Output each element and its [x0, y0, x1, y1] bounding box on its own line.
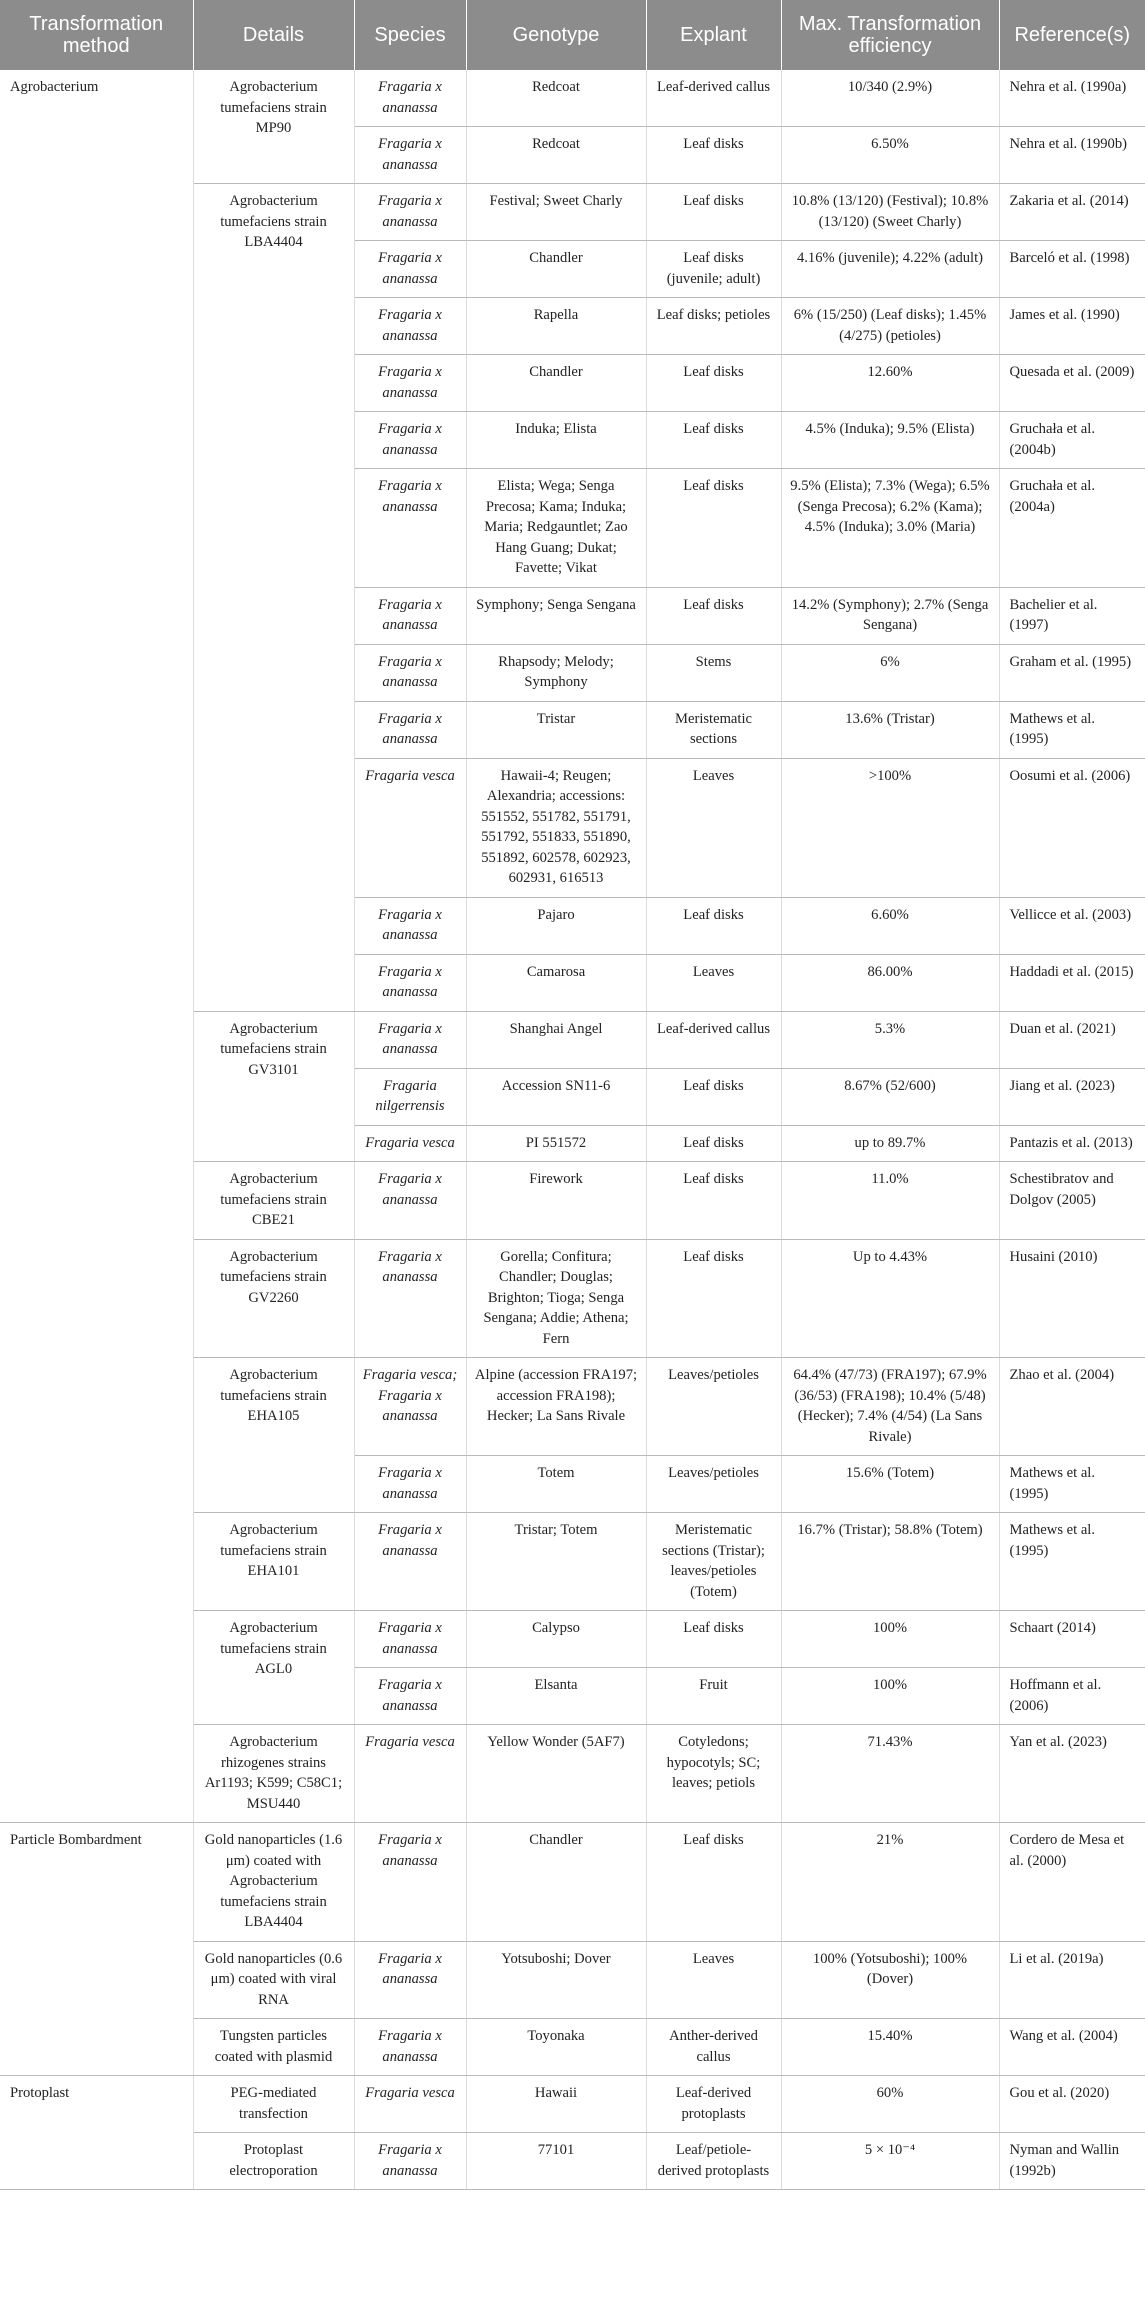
genotype-cell: Shanghai Angel: [466, 1011, 646, 1068]
species-cell: Fragaria x ananassa: [354, 469, 466, 588]
efficiency-cell: >100%: [781, 758, 999, 897]
explant-cell: Leaf disks: [646, 587, 781, 644]
efficiency-cell: 6.60%: [781, 897, 999, 954]
reference-cell: Schaart (2014): [999, 1611, 1145, 1668]
species-cell: Fragaria x ananassa: [354, 897, 466, 954]
reference-cell: Mathews et al. (1995): [999, 1513, 1145, 1611]
method-cell: Protoplast: [0, 2076, 193, 2190]
header-max-efficiency: Max. Transformation efficiency: [781, 0, 999, 70]
explant-cell: Fruit: [646, 1668, 781, 1725]
reference-cell: Graham et al. (1995): [999, 644, 1145, 701]
reference-cell: Zhao et al. (2004): [999, 1358, 1145, 1456]
species-cell: Fragaria x ananassa: [354, 184, 466, 241]
header-transformation-method: Transformation method: [0, 0, 193, 70]
genotype-cell: Camarosa: [466, 954, 646, 1011]
reference-cell: Wang et al. (2004): [999, 2019, 1145, 2076]
genotype-cell: Chandler: [466, 355, 646, 412]
species-cell: Fragaria x ananassa: [354, 70, 466, 127]
efficiency-cell: 15.40%: [781, 2019, 999, 2076]
details-cell: Tungsten particles coated with plasmid: [193, 2019, 354, 2076]
species-cell: Fragaria x ananassa: [354, 1239, 466, 1358]
species-cell: Fragaria x ananassa: [354, 701, 466, 758]
genotype-cell: Gorella; Confitura; Chandler; Douglas; Brighton; Tioga; Senga Sengana; Addie; Athena; Fern: [466, 1239, 646, 1358]
explant-cell: Leaf disks (juvenile; adult): [646, 241, 781, 298]
species-cell: Fragaria x ananassa: [354, 241, 466, 298]
explant-cell: Leaf disks: [646, 1611, 781, 1668]
reference-cell: Li et al. (2019a): [999, 1941, 1145, 2019]
reference-cell: Barceló et al. (1998): [999, 241, 1145, 298]
genotype-cell: Redcoat: [466, 70, 646, 127]
species-cell: Fragaria x ananassa: [354, 1941, 466, 2019]
efficiency-cell: 21%: [781, 1823, 999, 1942]
explant-cell: Leaf disks: [646, 1823, 781, 1942]
details-cell: PEG-mediated transfection: [193, 2076, 354, 2133]
efficiency-cell: 100% (Yotsuboshi); 100% (Dover): [781, 1941, 999, 2019]
explant-cell: Leaf disks: [646, 1125, 781, 1162]
explant-cell: Cotyledons; hypocotyls; SC; leaves; petiols: [646, 1725, 781, 1823]
efficiency-cell: 6.50%: [781, 127, 999, 184]
reference-cell: Zakaria et al. (2014): [999, 184, 1145, 241]
genotype-cell: PI 551572: [466, 1125, 646, 1162]
species-cell: Fragaria vesca: [354, 2076, 466, 2133]
details-cell: Agrobacterium rhizogenes strains Ar1193; K599; C58C1; MSU440: [193, 1725, 354, 1823]
efficiency-cell: 5 × 10⁻⁴: [781, 2133, 999, 2190]
explant-cell: Leaf disks: [646, 1068, 781, 1125]
table-row: [0, 2076, 1145, 2133]
explant-cell: Leaf-derived protoplasts: [646, 2076, 781, 2133]
header-references: Reference(s): [999, 0, 1145, 70]
genotype-cell: Symphony; Senga Sengana: [466, 587, 646, 644]
efficiency-cell: 4.5% (Induka); 9.5% (Elista): [781, 412, 999, 469]
efficiency-cell: 9.5% (Elista); 7.3% (Wega); 6.5% (Senga Precosa); 6.2% (Kama); 4.5% (Induka); 3.0% (Maria): [781, 469, 999, 588]
header-explant: Explant: [646, 0, 781, 70]
details-cell: Agrobacterium tumefaciens strain GV3101: [193, 1011, 354, 1162]
header-row: [0, 0, 1145, 70]
efficiency-cell: 10/340 (2.9%): [781, 70, 999, 127]
genotype-cell: Pajaro: [466, 897, 646, 954]
details-cell: Protoplast electroporation: [193, 2133, 354, 2190]
efficiency-cell: 64.4% (47/73) (FRA197); 67.9% (36/53) (FRA198); 10.4% (5/48) (Hecker); 7.4% (4/54) (La Sans Rivale): [781, 1358, 999, 1456]
efficiency-cell: 4.16% (juvenile); 4.22% (adult): [781, 241, 999, 298]
species-cell: Fragaria x ananassa: [354, 1162, 466, 1240]
efficiency-cell: 11.0%: [781, 1162, 999, 1240]
details-cell: Agrobacterium tumefaciens strain MP90: [193, 70, 354, 184]
reference-cell: Gruchała et al. (2004b): [999, 412, 1145, 469]
efficiency-cell: 6% (15/250) (Leaf disks); 1.45% (4/275) (petioles): [781, 298, 999, 355]
reference-cell: Haddadi et al. (2015): [999, 954, 1145, 1011]
efficiency-cell: 5.3%: [781, 1011, 999, 1068]
genotype-cell: 77101: [466, 2133, 646, 2190]
species-cell: Fragaria vesca: [354, 1125, 466, 1162]
reference-cell: James et al. (1990): [999, 298, 1145, 355]
efficiency-cell: 60%: [781, 2076, 999, 2133]
genotype-cell: Yellow Wonder (5AF7): [466, 1725, 646, 1823]
genotype-cell: Calypso: [466, 1611, 646, 1668]
genotype-cell: Alpine (accession FRA197; accession FRA198); Hecker; La Sans Rivale: [466, 1358, 646, 1456]
explant-cell: Stems: [646, 644, 781, 701]
species-cell: Fragaria x ananassa: [354, 355, 466, 412]
genotype-cell: Hawaii: [466, 2076, 646, 2133]
details-cell: Gold nanoparticles (0.6 μm) coated with viral RNA: [193, 1941, 354, 2019]
header-genotype: Genotype: [466, 0, 646, 70]
genotype-cell: Elista; Wega; Senga Precosa; Kama; Induka; Maria; Redgauntlet; Zao Hang Guang; Dukat; Favette; Vikat: [466, 469, 646, 588]
explant-cell: Leaf disks; petioles: [646, 298, 781, 355]
efficiency-cell: 16.7% (Tristar); 58.8% (Totem): [781, 1513, 999, 1611]
genotype-cell: Redcoat: [466, 127, 646, 184]
efficiency-cell: 71.43%: [781, 1725, 999, 1823]
efficiency-cell: 12.60%: [781, 355, 999, 412]
species-cell: Fragaria vesca: [354, 758, 466, 897]
reference-cell: Gou et al. (2020): [999, 2076, 1145, 2133]
method-cell: Agrobacterium: [0, 70, 193, 1823]
reference-cell: Gruchała et al. (2004a): [999, 469, 1145, 588]
reference-cell: Husaini (2010): [999, 1239, 1145, 1358]
species-cell: Fragaria x ananassa: [354, 127, 466, 184]
species-cell: Fragaria x ananassa: [354, 1456, 466, 1513]
explant-cell: Leaf-derived callus: [646, 1011, 781, 1068]
reference-cell: Mathews et al. (1995): [999, 1456, 1145, 1513]
genotype-cell: Rhapsody; Melody; Symphony: [466, 644, 646, 701]
efficiency-cell: 14.2% (Symphony); 2.7% (Senga Sengana): [781, 587, 999, 644]
reference-cell: Pantazis et al. (2013): [999, 1125, 1145, 1162]
explant-cell: Leaves: [646, 1941, 781, 2019]
genotype-cell: Chandler: [466, 241, 646, 298]
reference-cell: Duan et al. (2021): [999, 1011, 1145, 1068]
details-cell: Agrobacterium tumefaciens strain EHA101: [193, 1513, 354, 1611]
reference-cell: Mathews et al. (1995): [999, 701, 1145, 758]
species-cell: Fragaria x ananassa: [354, 1668, 466, 1725]
table-row: [0, 1823, 1145, 1942]
details-cell: Agrobacterium tumefaciens strain EHA105: [193, 1358, 354, 1513]
genotype-cell: Induka; Elista: [466, 412, 646, 469]
header-species: Species: [354, 0, 466, 70]
method-cell: Particle Bombardment: [0, 1823, 193, 2076]
efficiency-cell: 100%: [781, 1611, 999, 1668]
genotype-cell: Totem: [466, 1456, 646, 1513]
explant-cell: Meristematic sections (Tristar); leaves/petioles (Totem): [646, 1513, 781, 1611]
details-cell: Agrobacterium tumefaciens strain GV2260: [193, 1239, 354, 1358]
explant-cell: Leaf disks: [646, 1239, 781, 1358]
reference-cell: Hoffmann et al. (2006): [999, 1668, 1145, 1725]
species-cell: Fragaria x ananassa: [354, 1513, 466, 1611]
header-details: Details: [193, 0, 354, 70]
species-cell: Fragaria x ananassa: [354, 1611, 466, 1668]
efficiency-cell: 100%: [781, 1668, 999, 1725]
details-cell: Agrobacterium tumefaciens strain AGL0: [193, 1611, 354, 1725]
species-cell: Fragaria x ananassa: [354, 2133, 466, 2190]
explant-cell: Leaf-derived callus: [646, 70, 781, 127]
species-cell: Fragaria x ananassa: [354, 298, 466, 355]
reference-cell: Nehra et al. (1990a): [999, 70, 1145, 127]
species-cell: Fragaria vesca: [354, 1725, 466, 1823]
efficiency-cell: up to 89.7%: [781, 1125, 999, 1162]
genotype-cell: Tristar; Totem: [466, 1513, 646, 1611]
reference-cell: Bachelier et al. (1997): [999, 587, 1145, 644]
genotype-cell: Hawaii-4; Reugen; Alexandria; accessions: 551552, 551782, 551791, 551792, 551833, 551890, 551892, 602578, 602923, 602931, 616513: [466, 758, 646, 897]
explant-cell: Leaves/petioles: [646, 1456, 781, 1513]
reference-cell: Cordero de Mesa et al. (2000): [999, 1823, 1145, 1942]
explant-cell: Leaves: [646, 954, 781, 1011]
species-cell: Fragaria x ananassa: [354, 587, 466, 644]
reference-cell: Quesada et al. (2009): [999, 355, 1145, 412]
details-cell: Agrobacterium tumefaciens strain LBA4404: [193, 184, 354, 1012]
species-cell: Fragaria nilgerrensis: [354, 1068, 466, 1125]
genotype-cell: Yotsuboshi; Dover: [466, 1941, 646, 2019]
genotype-cell: Rapella: [466, 298, 646, 355]
species-cell: Fragaria x ananassa: [354, 1011, 466, 1068]
genotype-cell: Elsanta: [466, 1668, 646, 1725]
genotype-cell: Firework: [466, 1162, 646, 1240]
reference-cell: Nyman and Wallin (1992b): [999, 2133, 1145, 2190]
explant-cell: Leaf disks: [646, 897, 781, 954]
explant-cell: Leaf disks: [646, 355, 781, 412]
details-cell: Agrobacterium tumefaciens strain CBE21: [193, 1162, 354, 1240]
efficiency-cell: 15.6% (Totem): [781, 1456, 999, 1513]
species-cell: Fragaria x ananassa: [354, 412, 466, 469]
table-body: [0, 70, 1145, 2190]
species-cell: Fragaria vesca; Fragaria x ananassa: [354, 1358, 466, 1456]
species-cell: Fragaria x ananassa: [354, 954, 466, 1011]
reference-cell: Schestibratov and Dolgov (2005): [999, 1162, 1145, 1240]
efficiency-cell: 8.67% (52/600): [781, 1068, 999, 1125]
explant-cell: Leaf/petiole-derived protoplasts: [646, 2133, 781, 2190]
reference-cell: Yan et al. (2023): [999, 1725, 1145, 1823]
explant-cell: Leaf disks: [646, 469, 781, 588]
efficiency-cell: 13.6% (Tristar): [781, 701, 999, 758]
reference-cell: Nehra et al. (1990b): [999, 127, 1145, 184]
species-cell: Fragaria x ananassa: [354, 2019, 466, 2076]
efficiency-cell: 6%: [781, 644, 999, 701]
efficiency-cell: 86.00%: [781, 954, 999, 1011]
species-cell: Fragaria x ananassa: [354, 644, 466, 701]
explant-cell: Leaf disks: [646, 127, 781, 184]
efficiency-cell: Up to 4.43%: [781, 1239, 999, 1358]
genotype-cell: Chandler: [466, 1823, 646, 1942]
genotype-cell: Festival; Sweet Charly: [466, 184, 646, 241]
genotype-cell: Accession SN11-6: [466, 1068, 646, 1125]
explant-cell: Meristematic sections: [646, 701, 781, 758]
explant-cell: Anther-derived callus: [646, 2019, 781, 2076]
species-cell: Fragaria x ananassa: [354, 1823, 466, 1942]
explant-cell: Leaves/petioles: [646, 1358, 781, 1456]
reference-cell: Oosumi et al. (2006): [999, 758, 1145, 897]
explant-cell: Leaf disks: [646, 412, 781, 469]
explant-cell: Leaves: [646, 758, 781, 897]
details-cell: Gold nanoparticles (1.6 μm) coated with Agrobacterium tumefaciens strain LBA4404: [193, 1823, 354, 1942]
table-row: [0, 70, 1145, 127]
reference-cell: Vellicce et al. (2003): [999, 897, 1145, 954]
explant-cell: Leaf disks: [646, 184, 781, 241]
reference-cell: Jiang et al. (2023): [999, 1068, 1145, 1125]
efficiency-cell: 10.8% (13/120) (Festival); 10.8% (13/120) (Sweet Charly): [781, 184, 999, 241]
genotype-cell: Tristar: [466, 701, 646, 758]
genotype-cell: Toyonaka: [466, 2019, 646, 2076]
table-header: [0, 0, 1145, 70]
explant-cell: Leaf disks: [646, 1162, 781, 1240]
